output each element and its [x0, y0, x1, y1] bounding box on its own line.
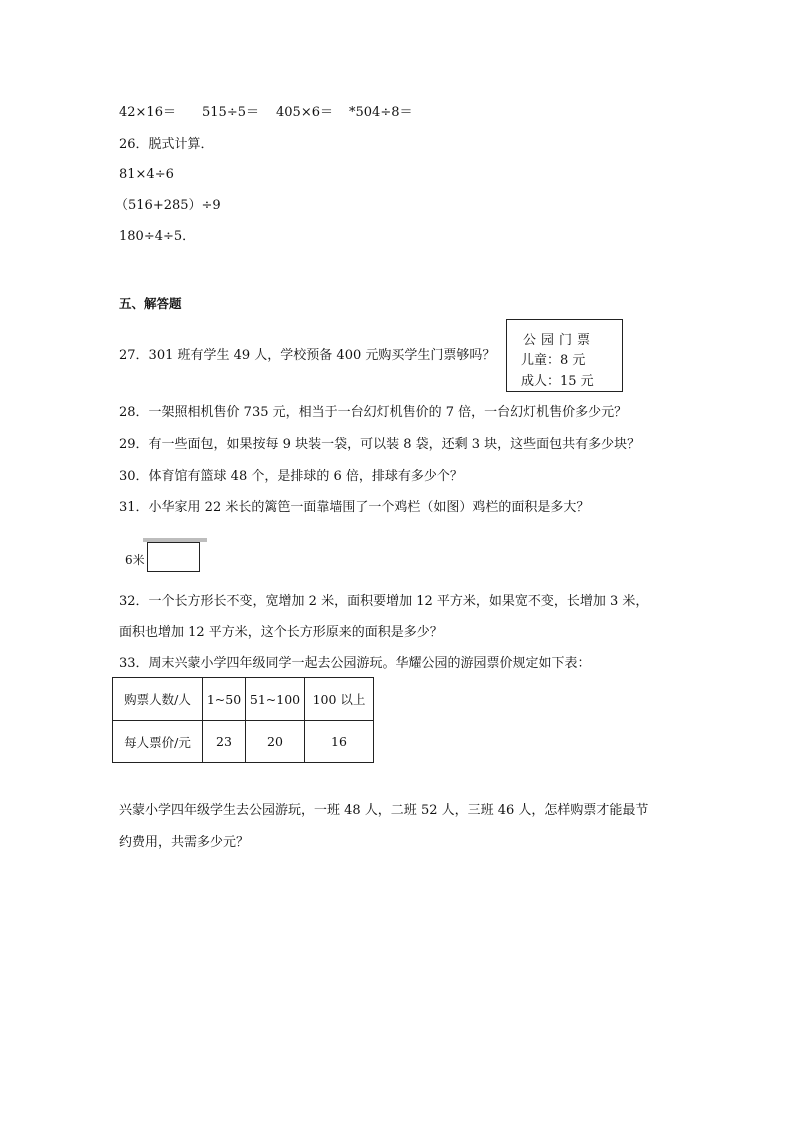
question-26-title: 26．脱式计算．: [119, 137, 214, 152]
calc-item: 42×16＝: [119, 105, 176, 120]
coop-rectangle: [147, 542, 200, 572]
table-cell: 购票人数/人: [113, 678, 203, 721]
q26-expression: 180÷4÷5．: [119, 229, 196, 244]
calc-item: 515÷5＝: [202, 105, 259, 120]
table-cell: 100 以上: [305, 678, 374, 721]
ticket-adult-price: 成人：15 元: [521, 374, 594, 389]
question-33-followup-line2: 约费用，共需多少元？: [119, 835, 250, 850]
coop-width-label: 6米: [125, 553, 145, 567]
table-cell: 23: [203, 721, 246, 763]
table-cell: 20: [246, 721, 305, 763]
table-cell: 1~50: [203, 678, 246, 721]
ticket-child-price: 儿童：8 元: [521, 353, 586, 368]
question-29: 29．有一些面包，如果按每 9 块装一袋，可以装 8 袋，还剩 3 块，这些面包共有多少块？: [119, 437, 641, 452]
price-table: [112, 677, 374, 763]
question-28: 28．一架照相机售价 735 元，相当于一台幻灯机售价的 7 倍，一台幻灯机售价多少元？: [119, 405, 628, 420]
calc-item: 405×6＝: [276, 105, 333, 120]
q26-expression: 81×4÷6: [119, 167, 174, 182]
table-row: [113, 678, 374, 721]
question-27: 27．301 班有学生 49 人，学校预备 400 元购买学生门票够吗？: [119, 348, 496, 363]
ticket-title: 公园门票: [523, 333, 596, 348]
calc-item: *504÷8＝: [349, 105, 413, 120]
table-cell: 51~100: [246, 678, 305, 721]
section-heading: 五、解答题: [119, 296, 182, 311]
question-32-line2: 面积也增加 12 平方米，这个长方形原来的面积是多少？: [119, 625, 443, 640]
table-cell: 每人票价/元: [113, 721, 203, 763]
question-33-followup-line1: 兴蒙小学四年级学生去公园游玩，一班 48 人，二班 52 人，三班 46 人，怎样购票才能最节: [119, 803, 649, 818]
table-row: [113, 721, 374, 763]
ticket-price-box: [506, 319, 623, 392]
q26-expression: （516+285）÷9: [115, 198, 221, 213]
question-32-line1: 32．一个长方形长不变，宽增加 2 米，面积要增加 12 平方米，如果宽不变，长增加 3 米，: [119, 594, 649, 609]
question-33: 33．周末兴蒙小学四年级同学一起去公园游玩。华耀公园的游园票价规定如下表：: [119, 656, 591, 671]
question-31: 31．小华家用 22 米长的篱笆一面靠墙围了一个鸡栏（如图）鸡栏的面积是多大？: [119, 500, 590, 515]
question-30: 30．体育馆有篮球 48 个，是排球的 6 倍，排球有多少个？: [119, 469, 463, 484]
table-cell: 16: [305, 721, 374, 763]
